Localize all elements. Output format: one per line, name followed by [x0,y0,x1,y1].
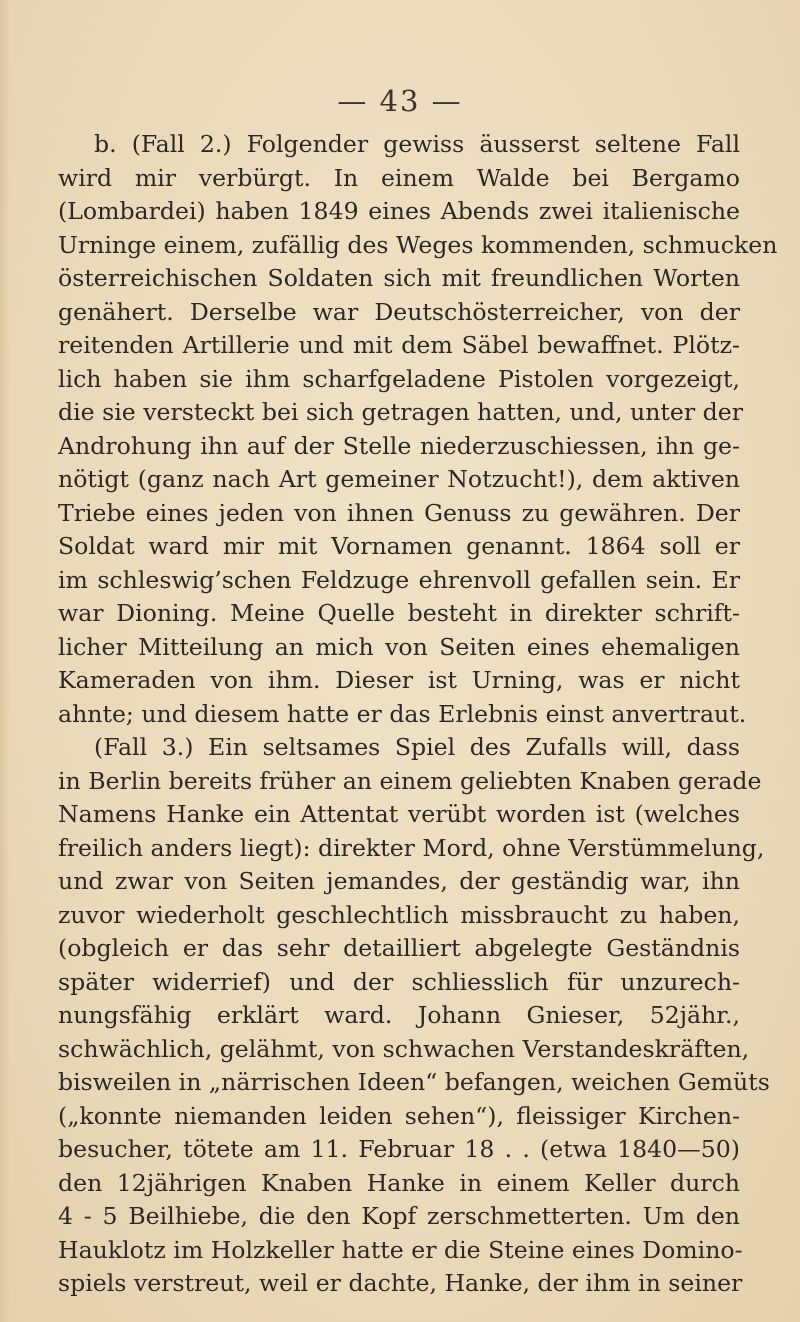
text-line: zuvor wiederholt geschlechtlich missbraucht zu haben, [58,900,740,929]
text-line: Kameraden von ihm. Dieser ist Urning, was er nicht [58,666,740,694]
text-line: (Lombardei) haben 1849 eines Abends zwei italienische [58,197,740,225]
text-line: reitenden Artillerie und mit dem Säbel bewaffnet. Plötz- [58,331,740,359]
text-line: nötigt (ganz nach Art gemeiner Notzucht!), dem aktiven [58,465,740,493]
text-line: wird mir verbürgt. In einem Walde bei Bergamo [58,163,740,192]
text-line: (obgleich er das sehr detailliert abgelegte Geständnis [58,934,740,962]
page-number: — 43 — [337,84,463,118]
text-line: Urninge einem, zufällig des Weges kommenden, schmucken [58,230,778,259]
text-line: ahnte; und diesem hatte er das Erlebnis einst anvertraut. [58,699,747,728]
text-line: war Dioning. Meine Quelle besteht in direkter schrift- [58,599,740,627]
text-line: lich haben sie ihm scharfgeladene Pistolen vorgezeigt, [58,364,740,393]
text-line: bisweilen in „närrischen Ideen“ befangen, weichen Gemüts [58,1068,770,1096]
text-line: und zwar von Seiten jemandes, der geständig war, ihn [58,867,740,895]
text-line: spiels verstreut, weil er dachte, Hanke, der ihm in seiner [58,1269,743,1297]
text-line: licher Mitteilung an mich von Seiten eines ehemaligen [58,632,740,661]
text-line: in Berlin bereits früher an einem geliebten Knaben gerade [58,766,762,795]
text-line: später widerrief) und der schliesslich für unzurech- [58,967,740,996]
text-line: genähert. Derselbe war Deutschösterreicher, von der [58,297,740,326]
text-line: Hauklotz im Holzkeller hatte er die Steine eines Domino- [58,1235,743,1264]
body-text [58,128,778,1301]
text-line: Triebe eines jeden von ihnen Genuss zu gewähren. Der [58,498,740,527]
text-line: nungsfähig erklärt ward. Johann Gnieser, 52jähr., [58,1001,740,1029]
text-line: im schleswig’schen Feldzuge ehrenvoll gefallen sein. Er [58,565,740,594]
text-line: freilich anders liegt): direkter Mord, ohne Verstümmelung, [58,833,765,862]
text-line: besucher, tötete am 11. Februar 18 . . (etwa 1840—50) [58,1135,740,1163]
text-line: (Fall 3.) Ein seltsames Spiel des Zufalls will, dass [94,733,740,761]
text-line: den 12jährigen Knaben Hanke in einem Keller durch [58,1168,740,1197]
text-line: („konnte niemanden leiden sehen“), fleissiger Kirchen- [58,1101,740,1130]
text-line: 4 - 5 Beilhiebe, die den Kopf zerschmetterten. Um den [58,1202,740,1230]
text-line: Androhung ihn auf der Stelle niederzuschiessen, ihn ge- [58,431,740,460]
text-line: schwächlich, gelähmt, von schwachen Verstandeskräften, [58,1034,750,1063]
text-line: österreichischen Soldaten sich mit freundlichen Worten [58,264,740,292]
text-line: Soldat ward mir mit Vornamen genannt. 1864 soll er [58,532,740,560]
text-line: Namens Hanke ein Attentat verübt worden ist (welches [58,800,740,828]
text-line: die sie versteckt bei sich getragen hatten, und, unter der [58,398,744,426]
page-edge-shadow [0,0,10,1322]
text-line: b. (Fall 2.) Folgender gewiss äusserst seltene Fall [94,130,740,158]
